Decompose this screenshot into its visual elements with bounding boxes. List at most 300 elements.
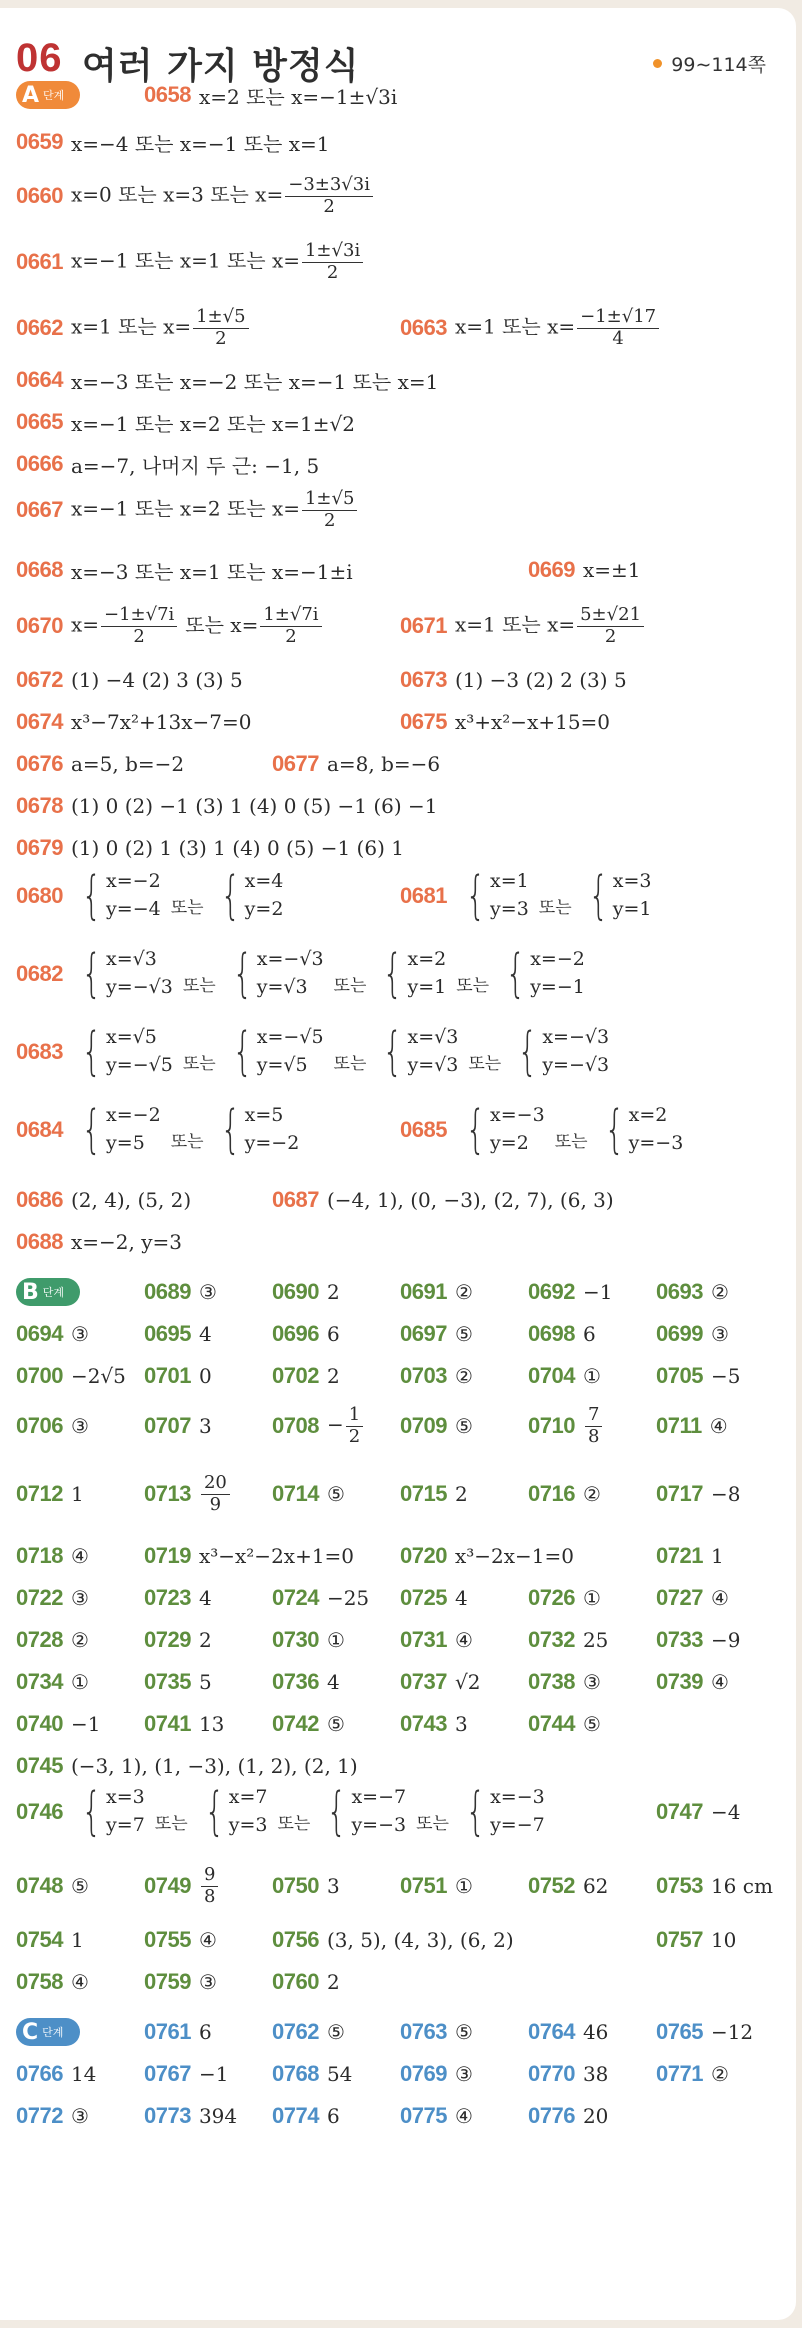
problem-number: 0761: [144, 2019, 191, 2044]
answer-text: ②: [582, 1482, 601, 1506]
answer-text: 16 cm: [710, 1874, 773, 1898]
equation-line: x=−7: [351, 1786, 407, 1809]
badge-suffix: 단계: [42, 2026, 64, 2039]
answer-value: [71, 1544, 89, 1568]
answer-0740: [16, 1709, 100, 1739]
problem-number: 0693: [656, 1279, 703, 1304]
answer-value: [583, 2104, 608, 2128]
problem-number: 0726: [528, 1585, 575, 1610]
fraction: [577, 605, 644, 647]
problem-number: 0686: [16, 1187, 63, 1212]
brace-icon: {: [604, 1100, 625, 1160]
answer-value: [455, 1712, 468, 1736]
answer-value: [71, 944, 589, 1004]
answer-text: 2: [454, 1482, 468, 1506]
answer-row: [16, 1361, 786, 1391]
answer-0765: [656, 2017, 753, 2047]
answer-value: [583, 1586, 601, 1610]
equation-line: y=1: [407, 976, 447, 998]
problem-number: 0662: [16, 315, 63, 340]
answer-0680: [16, 861, 287, 931]
fraction-numerator: 1±√5: [302, 489, 357, 511]
answer-0724: [272, 1583, 369, 1613]
answer-0738: [528, 1667, 601, 1697]
equation-line: y=√5: [256, 1054, 308, 1076]
answer-value: [327, 1322, 340, 1346]
answer-text: 6: [326, 1322, 340, 1346]
answer-value: [327, 1280, 340, 1304]
connector-text: 또는: [182, 1054, 216, 1074]
problem-number: 0665: [16, 409, 63, 434]
equation-line: y=−2: [244, 1132, 300, 1154]
answer-text: ③: [70, 2104, 89, 2128]
answer-0671: [400, 598, 646, 654]
answer-text: −2√5: [70, 1364, 126, 1388]
answer-text: ③: [454, 2062, 473, 2086]
answer-0719: [144, 1541, 354, 1571]
brace-icon: {: [383, 1022, 403, 1082]
answer-row: [16, 791, 786, 821]
problem-number: 0685: [400, 1117, 447, 1142]
problem-number: 0736: [272, 1669, 319, 1694]
answer-value: [327, 1405, 365, 1447]
answer-value: [327, 1712, 345, 1736]
equation-line: x=√5: [106, 1026, 157, 1049]
answer-0756: [272, 1925, 514, 1955]
answer-0709: [400, 1401, 473, 1451]
answer-0746: [16, 1777, 549, 1847]
problem-number: 0763: [400, 2019, 447, 2044]
answer-value: [327, 1586, 369, 1610]
fraction-denominator: 2: [285, 625, 297, 647]
answer-text: ④: [70, 1970, 89, 1994]
answer-text: −9: [710, 1628, 741, 1652]
equation-lines: [408, 1024, 459, 1079]
equation-line: y=3: [228, 1814, 268, 1836]
equation-line: y=1: [612, 898, 652, 920]
answer-value: [199, 1865, 220, 1907]
answer-0743: [400, 1709, 468, 1739]
equation-line: x=2: [407, 948, 447, 971]
problem-number: 0695: [144, 1321, 191, 1346]
answer-text: ②: [710, 1280, 729, 1304]
equation-line: y=2: [490, 1132, 529, 1154]
answer-text: x³+x²−x+15=0: [454, 710, 611, 734]
brace-icon: {: [220, 1100, 241, 1160]
problem-number: 0773: [144, 2103, 191, 2128]
answer-0676: [16, 749, 184, 779]
answer-text: ⑤: [326, 2020, 345, 2044]
answer-value: [711, 1322, 729, 1346]
problem-number: 0731: [400, 1627, 447, 1652]
answer-0742: [272, 1709, 345, 1739]
equation-line: x=−2: [106, 1104, 161, 1127]
answer-value: [71, 710, 252, 734]
fraction-denominator: 4: [612, 327, 624, 349]
equation-lines: [613, 868, 652, 923]
problem-number: 0776: [528, 2103, 575, 2128]
answer-0700: [16, 1361, 126, 1391]
problem-number: 0749: [144, 1873, 191, 1898]
answer-value: [711, 1586, 729, 1610]
problem-number: 0701: [144, 1363, 191, 1388]
answer-0775: [400, 2101, 473, 2131]
brace-icon: {: [81, 1782, 102, 1842]
answer-0660: [16, 168, 375, 224]
equation-line: y=√3: [407, 1054, 459, 1076]
problem-number: 0697: [400, 1321, 447, 1346]
answer-value: [199, 1473, 232, 1515]
fraction: [302, 489, 357, 531]
answer-text: ①: [582, 1364, 601, 1388]
fraction-denominator: 2: [604, 625, 617, 647]
answer-0702: [272, 1361, 340, 1391]
answer-text: 25: [582, 1628, 609, 1652]
answer-value: [199, 1712, 224, 1736]
fraction-denominator: 8: [587, 1425, 600, 1447]
fraction: [585, 1405, 602, 1447]
problem-number: 0722: [16, 1585, 63, 1610]
problem-number: 0680: [16, 883, 63, 908]
problem-number: 0692: [528, 1279, 575, 1304]
equation-lines: [245, 1102, 300, 1157]
answer-0673: [400, 665, 627, 695]
equation-system: [511, 1022, 610, 1082]
equation-lines: [490, 1102, 545, 1157]
answer-row: [16, 1095, 786, 1165]
problem-number: 0700: [16, 1363, 63, 1388]
answer-0758: [16, 1967, 89, 1997]
answer-text: 46: [582, 2020, 609, 2044]
answer-text: 3: [198, 1414, 212, 1438]
equation-line: y=−3: [351, 1814, 407, 1836]
answer-row: [16, 127, 786, 157]
answer-0769: [400, 2059, 473, 2089]
connector-text: 또는: [182, 976, 216, 996]
answer-text: a=8, b=−6: [326, 752, 441, 776]
answer-text: (−3, 1), (1, −3), (1, 2), (2, 1): [70, 1754, 358, 1778]
fraction-numerator: 20: [201, 1473, 230, 1495]
answer-row: [16, 1777, 786, 1847]
answer-text: ④: [710, 1670, 729, 1694]
answer-value: [71, 1928, 84, 1952]
answer-value: [327, 1364, 340, 1388]
answer-text: ⑤: [454, 1322, 473, 1346]
problem-number: 0741: [144, 1711, 191, 1736]
problem-number: 0733: [656, 1627, 703, 1652]
answer-text: x=1 또는 x=: [454, 612, 576, 637]
answer-text: 54: [326, 2062, 353, 2086]
problem-number: 0718: [16, 1543, 63, 1568]
answer-text: x=1 또는 x=: [454, 314, 576, 339]
equation-system: [214, 1100, 300, 1160]
answer-row: [16, 1925, 786, 1955]
answer-row: [16, 168, 786, 224]
answer-0682: [16, 939, 589, 1009]
equation-line: y=−4: [106, 898, 161, 920]
answer-value: [455, 710, 610, 734]
answer-text: √2: [454, 1670, 481, 1694]
problem-number: 0774: [272, 2103, 319, 2128]
answer-text: −1: [582, 1280, 613, 1304]
answer-row: [16, 1667, 786, 1697]
answer-value: [583, 1874, 608, 1898]
answer-text: 2: [198, 1628, 212, 1652]
equation-line: x=−2: [106, 870, 161, 893]
answer-row: [16, 555, 786, 585]
problem-number: 0767: [144, 2061, 191, 2086]
answer-text: x=: [70, 612, 99, 637]
problem-number: 0694: [16, 1321, 63, 1346]
problem-number: 0711: [656, 1413, 702, 1438]
answer-0694: [16, 1319, 89, 1349]
answer-value: [455, 2020, 473, 2044]
answer-0731: [400, 1625, 473, 1655]
problem-number: 0734: [16, 1669, 63, 1694]
answer-text: ③: [70, 1414, 89, 1438]
answer-value: [199, 1970, 217, 1994]
equation-system: [376, 944, 447, 1004]
equation-line: x=4: [244, 870, 284, 893]
answer-0720: [400, 1541, 574, 1571]
connector-text: 또는: [538, 898, 572, 918]
answer-0749: [144, 1861, 220, 1911]
answer-0688: [16, 1227, 182, 1257]
answer-0712: [16, 1469, 84, 1519]
fraction: [260, 605, 321, 647]
equation-system: [459, 1782, 545, 1842]
answer-value: [199, 1322, 212, 1346]
answer-text: 3: [454, 1712, 468, 1736]
answer-0727: [656, 1583, 729, 1613]
answer-text: ④: [454, 2104, 473, 2128]
answer-0674: [16, 707, 251, 737]
answer-value: [327, 1874, 340, 1898]
answer-text: (1) 0 (2) −1 (3) 1 (4) 0 (5) −1 (6) −1: [70, 794, 438, 818]
equation-line: y=7: [106, 1814, 145, 1836]
answer-value: [583, 1482, 601, 1506]
equation-line: x=1: [490, 870, 529, 893]
answer-row: [16, 749, 786, 779]
answer-0665: [16, 407, 355, 437]
equation-line: x=−√5: [256, 1026, 324, 1049]
answer-0735: [144, 1667, 212, 1697]
answer-value: [583, 1322, 596, 1346]
answer-value: [327, 2020, 345, 2044]
problem-number: 0753: [656, 1873, 703, 1898]
equation-lines: [351, 1784, 406, 1839]
answer-text: 10: [710, 1928, 737, 1952]
equation-line: x=−√3: [542, 1026, 610, 1049]
answer-row: [16, 1401, 786, 1451]
problem-number: 0667: [16, 497, 63, 522]
problem-number: 0704: [528, 1363, 575, 1388]
answer-text: 4: [198, 1586, 212, 1610]
answer-text: ③: [198, 1280, 217, 1304]
answer-text: 62: [582, 1874, 609, 1898]
answer-value: [455, 605, 646, 647]
problem-number: 0679: [16, 835, 63, 860]
connector-text: 또는: [170, 1132, 204, 1152]
problem-number: 0769: [400, 2061, 447, 2086]
answer-0757: [656, 1925, 736, 1955]
fraction-numerator: 7: [585, 1405, 602, 1427]
answer-row: [16, 598, 786, 654]
answer-0741: [144, 1709, 224, 1739]
problem-number: 0714: [272, 1481, 319, 1506]
problem-number: 0724: [272, 1585, 319, 1610]
answer-value: [327, 752, 440, 776]
problem-number: 0737: [400, 1669, 447, 1694]
answer-0695: [144, 1319, 212, 1349]
equation-line: x=√3: [106, 948, 157, 971]
equation-system: [582, 866, 652, 926]
problem-number: 0771: [656, 2061, 703, 2086]
problem-number: 0660: [16, 183, 63, 208]
answer-0693: [656, 1277, 729, 1307]
answer-row: [16, 1861, 786, 1911]
answer-0717: [656, 1469, 740, 1519]
answer-row: [16, 939, 786, 1009]
answer-value: [71, 836, 404, 860]
answer-row: [16, 234, 786, 290]
answer-row: [16, 80, 786, 110]
problem-number: 0699: [656, 1321, 703, 1346]
answer-0748: [16, 1861, 89, 1911]
answer-value: [199, 1280, 217, 1304]
answer-value: [199, 2020, 212, 2044]
answer-text: x³−x²−2x+1=0: [198, 1544, 355, 1568]
answer-row: [16, 1017, 786, 1087]
fraction-denominator: 2: [323, 195, 335, 217]
answer-row: [16, 2101, 786, 2131]
problem-number: 0717: [656, 1481, 703, 1506]
equation-line: y=−7: [490, 1814, 545, 1836]
problem-number: 0688: [16, 1229, 63, 1254]
answer-text: ①: [454, 1874, 473, 1898]
problem-number: 0755: [144, 1927, 191, 1952]
answer-text: 또는 x=: [185, 612, 259, 637]
problem-number: 0735: [144, 1669, 191, 1694]
problem-number: 0678: [16, 793, 63, 818]
answer-0768: [272, 2059, 352, 2089]
equation-lines: [490, 868, 529, 923]
answer-value: [455, 1628, 473, 1652]
answer-value: [199, 1364, 212, 1388]
answer-value: [583, 1364, 601, 1388]
answer-0725: [400, 1583, 468, 1613]
fraction-denominator: 2: [215, 327, 227, 349]
answer-value: [71, 794, 438, 818]
answer-text: ③: [582, 1670, 601, 1694]
answer-0750: [272, 1861, 340, 1911]
answer-value: [455, 2062, 473, 2086]
answer-0771: [656, 2059, 729, 2089]
fraction-numerator: 5±√21: [577, 605, 644, 627]
problem-number: 0690: [272, 1279, 319, 1304]
answer-text: x=−3 또는 x=1 또는 x=−1±i: [70, 559, 353, 584]
answer-value: [583, 2062, 608, 2086]
problem-number: 0739: [656, 1669, 703, 1694]
answer-text: 394: [198, 2104, 238, 2128]
problem-number: 0746: [16, 1799, 63, 1824]
problem-number: 0672: [16, 667, 63, 692]
answer-0734: [16, 1667, 89, 1697]
answer-value: [455, 866, 656, 926]
problem-number: 0674: [16, 709, 63, 734]
answer-text: ⑤: [326, 1712, 345, 1736]
answer-0710: [528, 1401, 604, 1451]
answer-text: x=−1 또는 x=1 또는 x=: [70, 248, 300, 273]
equation-lines: [106, 868, 161, 923]
equation-system: [459, 1100, 545, 1160]
answer-0701: [144, 1361, 212, 1391]
answer-text: ①: [326, 1628, 345, 1652]
problem-number: 0707: [144, 1413, 191, 1438]
answer-value: [711, 1800, 740, 1824]
answer-value: [71, 2062, 96, 2086]
equation-system: [376, 1022, 459, 1082]
problem-number: 0772: [16, 2103, 63, 2128]
answer-0761: [144, 2017, 212, 2047]
problem-number: 0770: [528, 2061, 575, 2086]
answer-0698: [528, 1319, 596, 1349]
answer-text: −1: [198, 2062, 229, 2086]
answer-0713: [144, 1469, 232, 1519]
answer-0718: [16, 1541, 89, 1571]
equation-lines: [229, 1784, 268, 1839]
answer-value: [455, 2104, 473, 2128]
equation-line: y=2: [244, 898, 284, 920]
answer-value: [71, 1782, 549, 1842]
badge-letter: B: [22, 1279, 39, 1305]
problem-number: 0696: [272, 1321, 319, 1346]
answer-0776: [528, 2101, 608, 2131]
answer-text: x³−7x²+13x−7=0: [70, 710, 252, 734]
answer-text: ②: [454, 1280, 473, 1304]
problem-number: 0751: [400, 1873, 447, 1898]
fraction: [193, 307, 248, 349]
problem-number: 0745: [16, 1753, 63, 1778]
connector-text: 또는: [277, 1814, 311, 1834]
answer-0689: [144, 1277, 217, 1307]
equation-system: [226, 944, 324, 1004]
answer-value: [71, 668, 243, 692]
problem-number: 0708: [272, 1413, 319, 1438]
answer-value: [71, 2104, 89, 2128]
equation-line: x=5: [244, 1104, 284, 1127]
answer-value: [71, 1100, 303, 1160]
problem-number: 0764: [528, 2019, 575, 2044]
answer-value: [327, 1482, 345, 1506]
answer-0732: [528, 1625, 608, 1655]
answer-0714: [272, 1469, 345, 1519]
problem-number: 0702: [272, 1363, 319, 1388]
answer-text: x=±1: [582, 558, 641, 582]
problem-number: 0682: [16, 961, 63, 986]
brace-icon: {: [383, 944, 403, 1004]
answer-text: x=−1 또는 x=2 또는 x=: [70, 496, 300, 521]
answer-text: 14: [70, 2062, 97, 2086]
answer-value: [71, 450, 319, 479]
problem-number: 0762: [272, 2019, 319, 2044]
answer-0755: [144, 1925, 217, 1955]
answer-row: [16, 1625, 786, 1655]
equation-lines: [106, 1024, 173, 1079]
problem-number: 0716: [528, 1481, 575, 1506]
answer-text: ⑤: [454, 2020, 473, 2044]
answer-row: [16, 300, 786, 356]
